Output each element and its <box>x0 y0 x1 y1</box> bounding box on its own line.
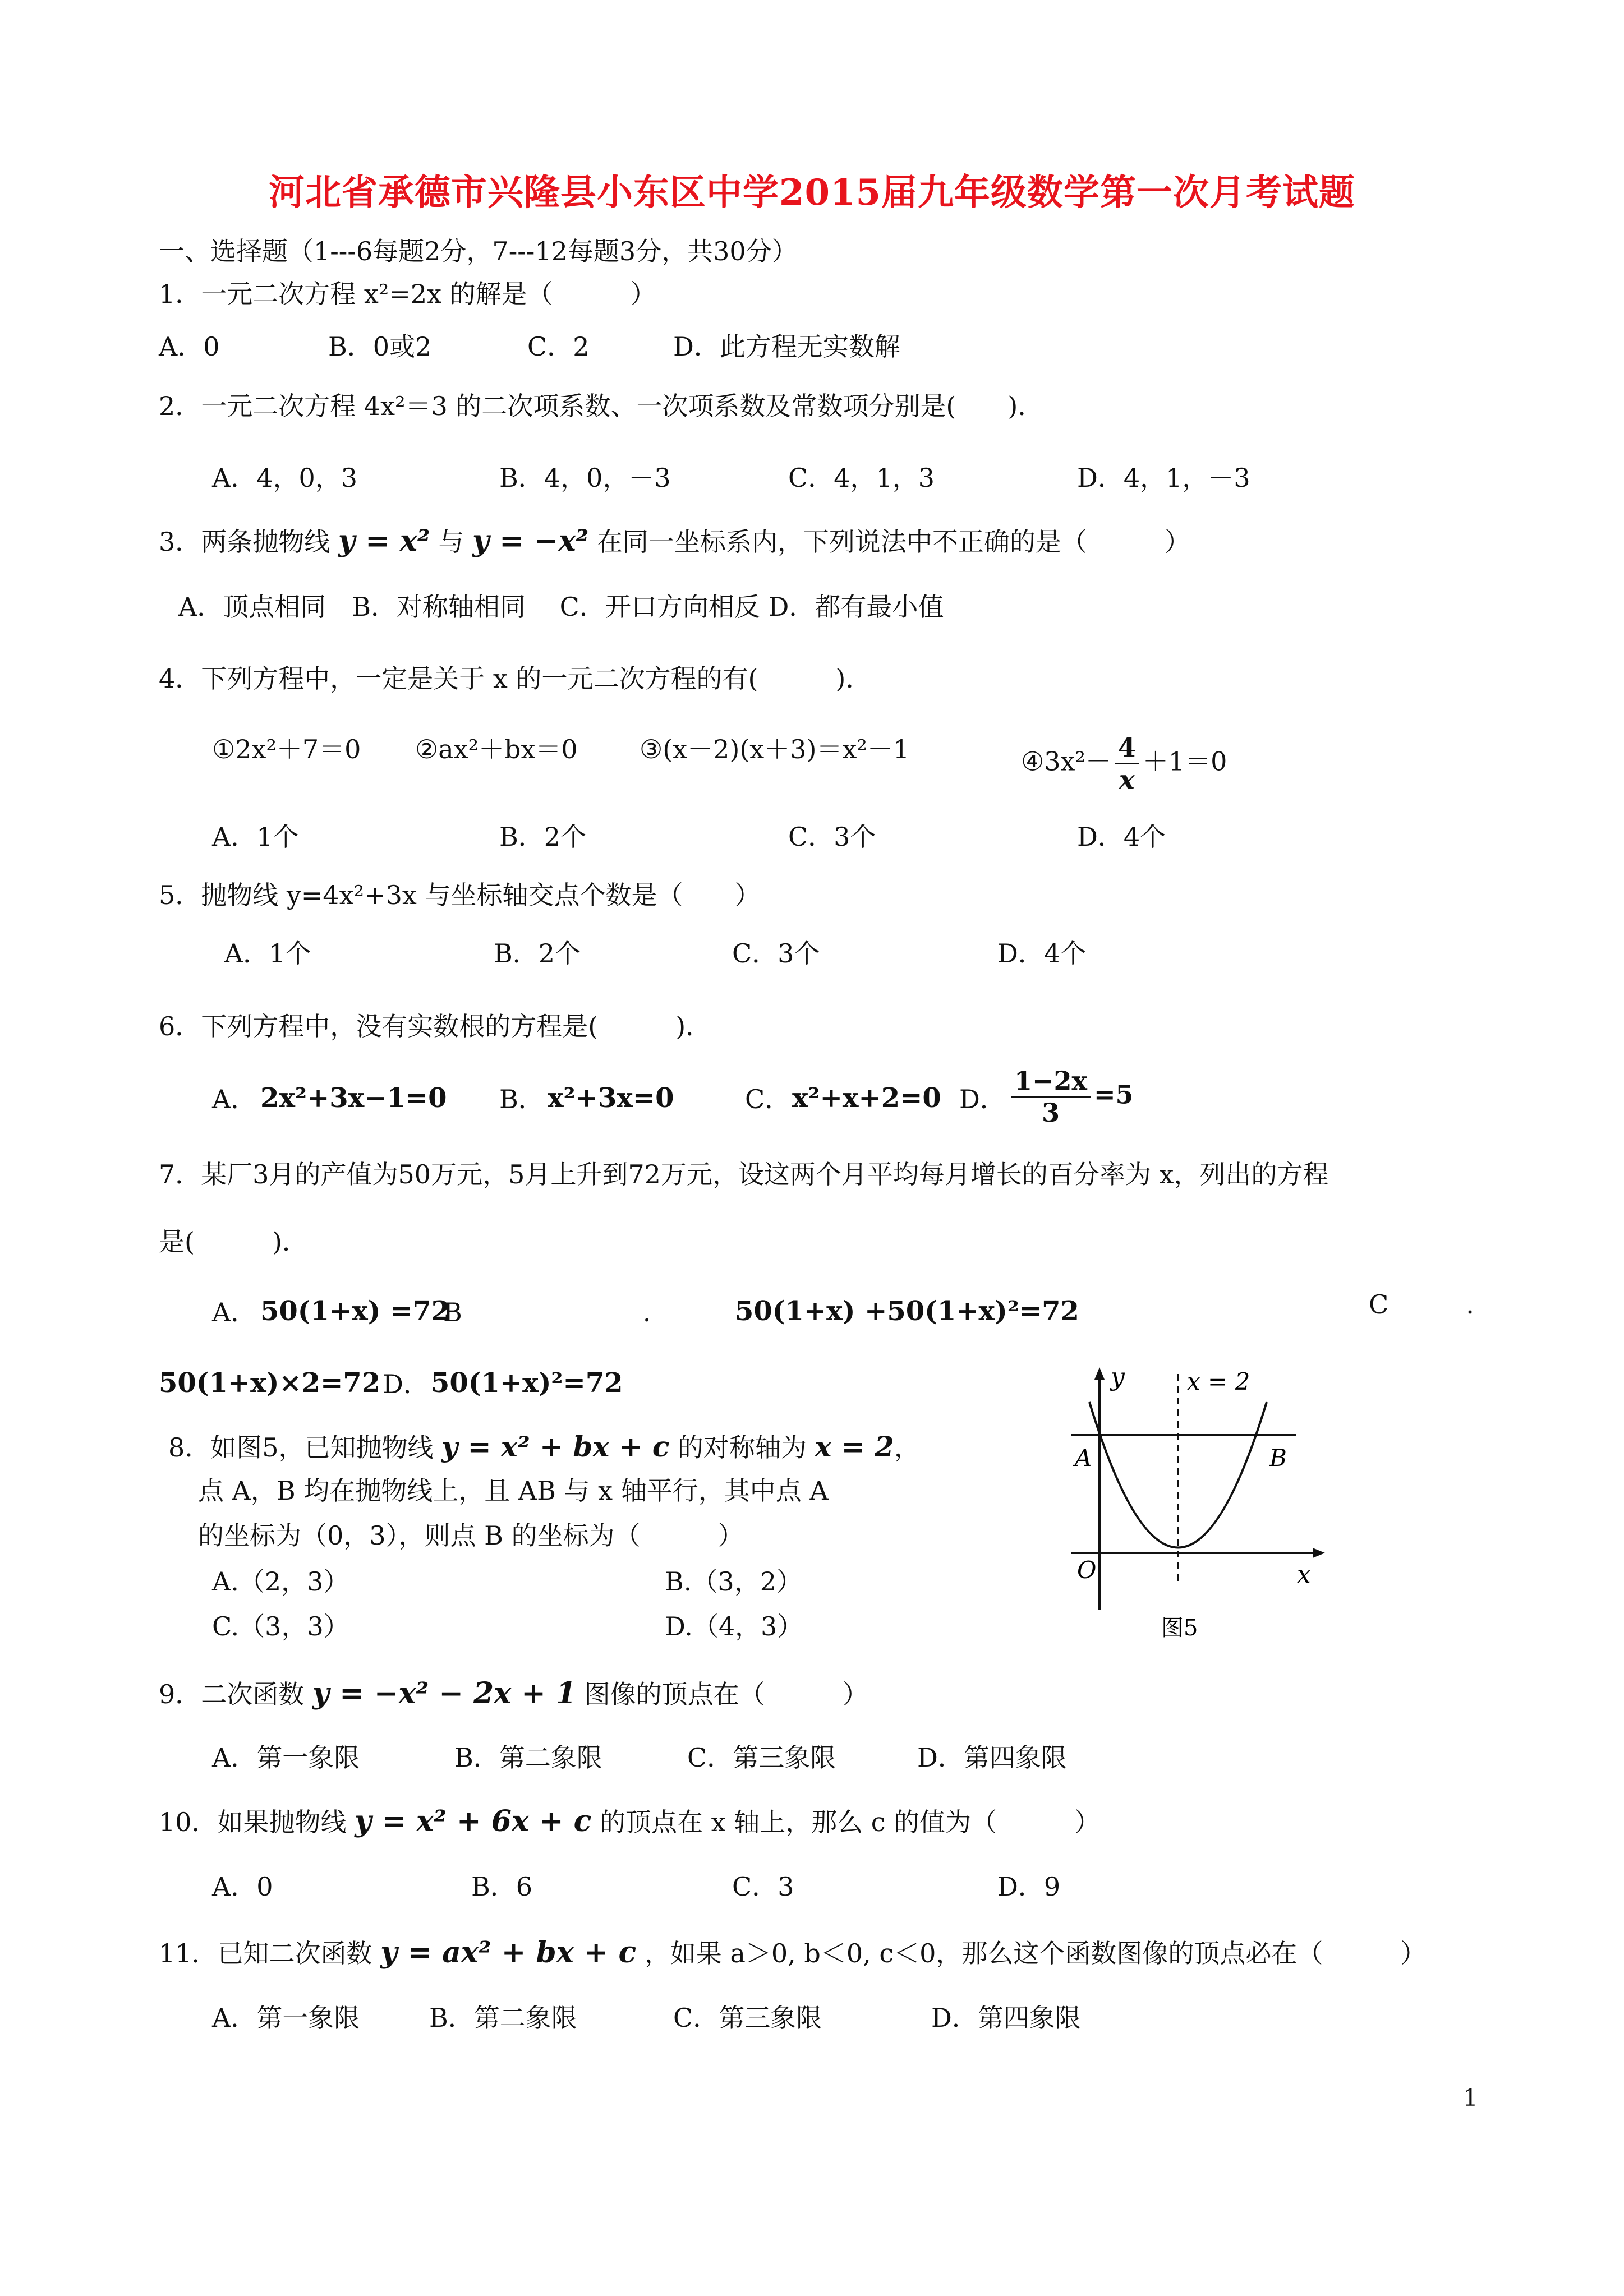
question-6-fraction-numerator: 1−2x <box>1011 1066 1091 1098</box>
question-10-text-a: 10．如果抛物线 <box>159 1807 347 1837</box>
question-7-option-d-label: D． <box>383 1369 429 1399</box>
question-8-text-b: 的对称轴为 <box>677 1432 807 1463</box>
question-7-stem-line-1: 7．某厂3月的产值为50万元，5月上升到72万元，设这两个月平均每月增长的百分率为 x，列出的方程 <box>159 1159 1329 1190</box>
figure-point-a-label: A <box>1075 1444 1092 1472</box>
question-6-stem: 6．下列方程中，没有实数根的方程是( )． <box>159 1011 712 1041</box>
question-3-text-b: 在同一坐标系内，下列说法中不正确的是（ ） <box>596 527 1190 557</box>
figure-x-label: x <box>1297 1560 1311 1589</box>
question-2-option-d: D．4，1，－3 <box>1077 463 1250 493</box>
question-4-option-b: B．2个 <box>499 822 587 852</box>
question-7-option-b-label: B . <box>443 1297 651 1327</box>
question-4-option-c: C．3个 <box>788 822 876 852</box>
question-10-stem <box>159 1805 1100 1839</box>
question-5-option-c: C．3个 <box>732 938 820 969</box>
question-2-option-a: A．4，0，3 <box>212 463 358 493</box>
question-5-option-d: D．4个 <box>997 938 1087 969</box>
question-1-stem: 1．一元二次方程 x²=2x 的解是（ ） <box>159 279 656 309</box>
question-4-fraction-numerator: 4 <box>1115 732 1139 764</box>
question-4-stem: 4．下列方程中，一定是关于 x 的一元二次方程的有( )． <box>159 663 872 694</box>
question-5-stem: 5．抛物线 y=4x²+3x 与坐标轴交点个数是（ ） <box>159 880 761 910</box>
question-11-option-b: B．第二象限 <box>429 2003 577 2033</box>
question-3-stem <box>159 524 1190 559</box>
question-1-option-d: D．此方程无实数解 <box>673 331 900 362</box>
question-3-text-a: 3．两条抛物线 <box>159 527 330 557</box>
figure-y-axis-arrow <box>1094 1367 1105 1380</box>
question-9-option-b: B．第二象限 <box>454 1742 602 1773</box>
question-4-fraction-denominator: x <box>1119 764 1135 795</box>
question-6-fraction <box>1011 1066 1091 1128</box>
question-9-option-d: D．第四象限 <box>917 1742 1067 1773</box>
question-6-option-b-label: B． <box>499 1084 544 1114</box>
question-8-equation: y = x² + bx + c <box>441 1430 670 1463</box>
question-4-item-2: ②ax²＋bx＝0 <box>415 734 578 764</box>
question-2-option-c: C．4，1，3 <box>788 463 935 493</box>
question-10-option-c: C．3 <box>732 1871 794 1902</box>
figure-point-b-label: B <box>1269 1444 1287 1472</box>
question-6-option-c-label: C． <box>745 1084 791 1114</box>
question-6-fraction-denominator: 3 <box>1041 1098 1060 1128</box>
figure-x-axis-arrow <box>1313 1548 1325 1558</box>
question-1-option-a: A．0 <box>159 331 220 362</box>
question-4-fraction <box>1115 732 1139 795</box>
question-4-item-4 <box>1021 732 1227 795</box>
question-2-stem: 2．一元二次方程 4x²＝3 的二次项系数、一次项系数及常数项分别是( )． <box>159 391 1044 421</box>
question-8-axis: x = 2 <box>815 1430 894 1463</box>
question-4-item-4-tail: ＋1＝0 <box>1142 746 1227 777</box>
question-7-option-b: 50(1+x) +50(1+x)²=72 <box>735 1295 1079 1327</box>
section-heading: 一、选择题（1---6每题2分，7---12每题3分，共30分） <box>159 236 798 266</box>
figure-axis-label: x = 2 <box>1187 1368 1250 1395</box>
question-11-stem <box>159 1936 1426 1970</box>
question-9-stem <box>159 1677 868 1711</box>
question-10-option-b: B．6 <box>471 1871 533 1902</box>
question-10-text-b: 的顶点在 x 轴上，那么 c 的值为（ ） <box>599 1807 1101 1837</box>
question-9-equation: y = −x² − 2x + 1 <box>312 1676 577 1711</box>
question-6-option-d <box>1007 1066 1134 1128</box>
question-9-option-a: A．第一象限 <box>212 1742 360 1773</box>
question-8-text-a: 8．如图5，已知抛物线 <box>168 1432 434 1463</box>
question-11-option-c: C．第三象限 <box>673 2003 822 2033</box>
question-4-item-4-text: ④3x²－ <box>1021 746 1111 777</box>
question-9-text-a: 9．二次函数 <box>159 1679 305 1709</box>
question-1-option-b: B．0或2 <box>328 331 432 362</box>
question-4-item-1: ①2x²＋7＝0 <box>212 734 361 764</box>
question-8-stem-line-1: 8．如图5，已知抛物线 y = x² + bx + c 的对称轴为 x = 2， <box>168 1430 920 1463</box>
page-number: 1 <box>1463 2084 1478 2111</box>
question-3-text-mid: 与 <box>438 527 464 557</box>
exam-title: 河北省承德市兴隆县小东区中学2015届九年级数学第一次月考试题 <box>268 172 1356 214</box>
figure-5-parabola <box>1055 1363 1346 1654</box>
question-2-option-b: B．4，0，－3 <box>499 463 671 493</box>
question-5-option-b: B．2个 <box>494 938 581 969</box>
figure-origin-label: O <box>1077 1556 1097 1584</box>
question-11-equation: y = ax² + bx + c <box>380 1935 637 1970</box>
question-6-fraction-tail: =5 <box>1093 1079 1134 1110</box>
question-4-item-3: ③(x－2)(x＋3)＝x²－1 <box>640 734 910 764</box>
question-4-option-d: D．4个 <box>1077 822 1166 852</box>
figure-caption: 图5 <box>1161 1615 1198 1641</box>
question-8-stem-line-3: 的坐标为（0，3），则点 B 的坐标为（ ） <box>198 1520 744 1551</box>
question-11-text-a: 11．已知二次函数 <box>159 1938 372 1968</box>
question-7-option-c-label: C . <box>1369 1289 1474 1320</box>
question-8-option-d: D.（4，3） <box>665 1611 803 1642</box>
figure-y-label: y <box>1111 1363 1125 1391</box>
question-4-option-a: A．1个 <box>212 822 299 852</box>
question-7-option-a-label: A． <box>212 1297 257 1327</box>
question-6-option-a: 2x²+3x−1=0 <box>260 1082 447 1114</box>
question-9-text-b: 图像的顶点在（ ） <box>584 1679 868 1709</box>
question-6-option-a-label: A． <box>212 1084 257 1114</box>
question-7-option-c: 50(1+x)×2=72 <box>159 1367 381 1399</box>
question-9-option-c: C．第三象限 <box>687 1742 836 1773</box>
question-10-equation: y = x² + 6x + c <box>355 1804 592 1838</box>
question-8-option-c: C.（3，3） <box>212 1611 349 1642</box>
question-7-stem-line-2: 是( )． <box>159 1227 308 1257</box>
question-8-stem-line-2: 点 A，B 均在抛物线上，且 AB 与 x 轴平行，其中点 A <box>198 1476 829 1506</box>
question-7-option-d: 50(1+x)²=72 <box>431 1367 623 1399</box>
question-5-option-a: A．1个 <box>224 938 311 969</box>
question-3-options: A．顶点相同 B．对称轴相同 C．开口方向相反 D．都有最小值 <box>178 592 944 622</box>
question-11-text-b: ，如果 a＞0, b＜0, c＜0，那么这个函数图像的顶点必在（ ） <box>644 1938 1427 1968</box>
question-8-option-b: B.（3，2） <box>665 1566 802 1597</box>
question-11-option-a: A．第一象限 <box>212 2003 360 2033</box>
question-10-option-a: A．0 <box>212 1871 273 1902</box>
question-6-option-d-label: D． <box>959 1084 1006 1114</box>
question-6-option-c: x²+x+2=0 <box>792 1082 941 1114</box>
question-10-option-d: D．9 <box>997 1871 1061 1902</box>
question-8-option-a: A.（2，3） <box>212 1566 349 1597</box>
question-7-option-a: 50(1+x) =72 <box>260 1295 450 1327</box>
question-1-option-c: C．2 <box>527 331 590 362</box>
question-6-option-b: x²+3x=0 <box>548 1082 674 1114</box>
question-11-option-d: D．第四象限 <box>931 2003 1081 2033</box>
question-3-equation-2: y = −x² <box>472 524 589 558</box>
question-3-equation-1: y = x² <box>338 524 430 558</box>
